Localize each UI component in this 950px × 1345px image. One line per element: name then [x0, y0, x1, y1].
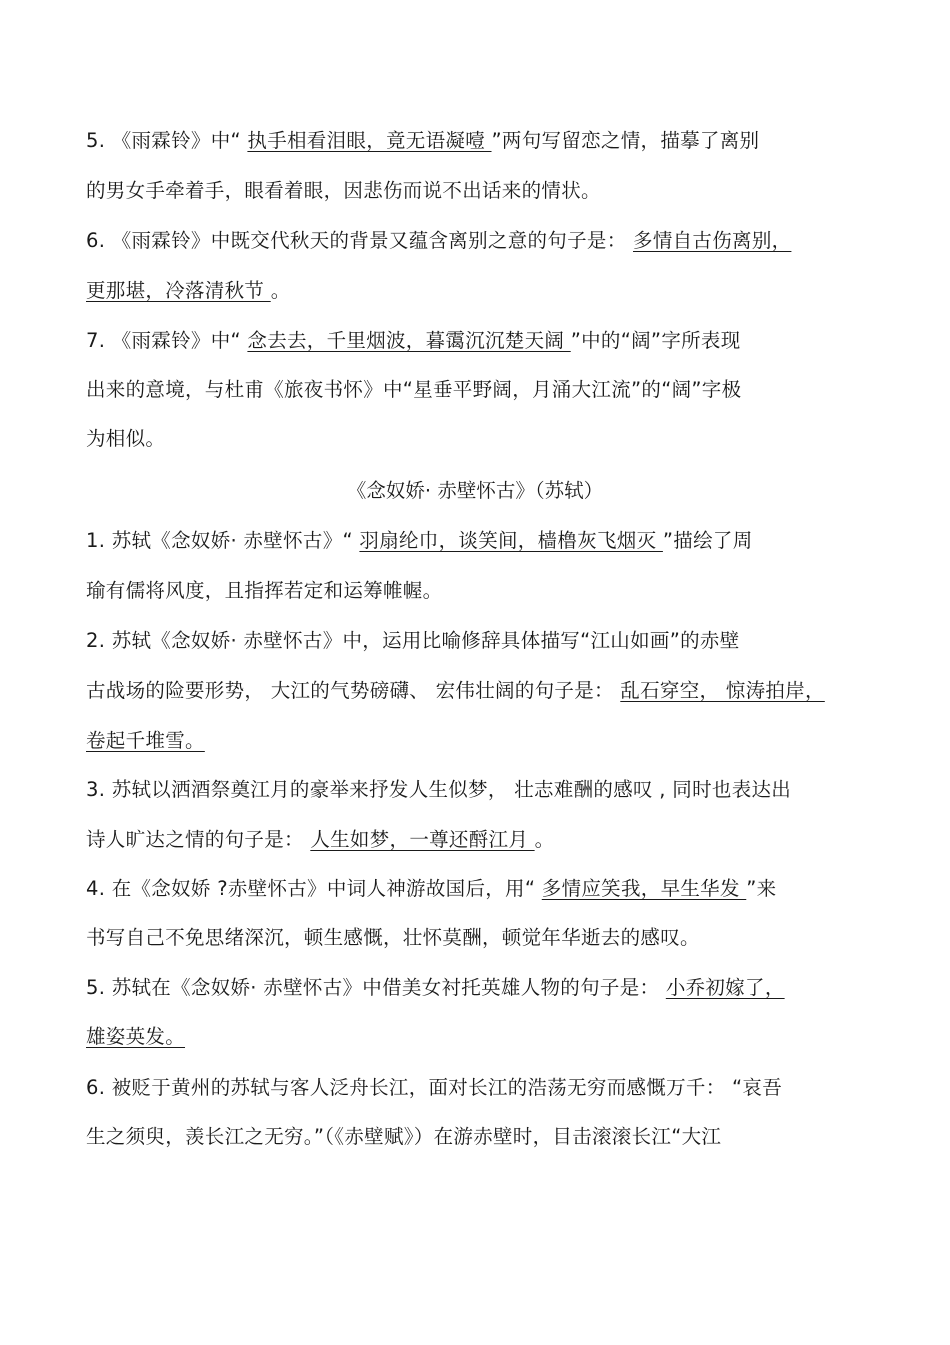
line-text: 3. 苏轼以洒酒祭奠江月的豪举来抒发人生似梦， 壮志难酬的感叹 , 同时也表达出 — [86, 778, 792, 801]
text-line — [86, 228, 791, 254]
line-text: ”描绘了周 — [662, 529, 753, 552]
text-line — [86, 328, 741, 354]
text-line — [86, 128, 759, 154]
answer-text: 小乔初嫁了， — [665, 976, 785, 999]
text-line — [86, 827, 554, 853]
answer-text: 念去去，千里烟波，暮霭沉沉楚天阔 — [247, 329, 571, 352]
line-text: 。 — [270, 279, 291, 302]
line-text: 。 — [534, 828, 555, 851]
line-text: 7. 《雨霖铃》中“ — [86, 329, 248, 352]
text-line — [86, 925, 700, 951]
text-line — [86, 628, 740, 654]
line-text: 6. 《雨霖铃》中既交代秋天的背景又蕴含离别之意的句子是： — [86, 229, 634, 252]
text-line — [86, 975, 785, 1001]
text-line — [86, 1024, 185, 1050]
line-text: 4. 在《念奴娇 ?赤壁怀古》中词人神游故国后，用“ — [86, 877, 542, 900]
answer-text: 执手相看泪眼，竟无语凝噎 — [247, 129, 492, 152]
text-line — [86, 528, 753, 554]
text-line — [86, 876, 776, 902]
line-text: 1. 苏轼《念奴娇· 赤壁怀古》“ — [86, 529, 360, 552]
text-line — [86, 178, 601, 204]
answer-text: 雄姿英发。 — [86, 1025, 186, 1048]
text-line — [86, 1075, 782, 1101]
line-text: 5. 苏轼在《念奴娇· 赤壁怀古》中借美女衬托英雄人物的句子是： — [86, 976, 666, 999]
line-text: 5. 《雨霖铃》中“ — [86, 129, 248, 152]
text-line — [86, 1124, 721, 1150]
text-line — [86, 678, 825, 704]
line-text: ”中的“阔”字所表现 — [570, 329, 741, 352]
section-title: 《念奴娇· 赤壁怀古》（苏轼） — [346, 479, 604, 502]
line-text: 生之须臾，羡长江之无穷。”（《赤壁赋》）在游赤壁时，目击滚滚长江“大江 — [86, 1125, 722, 1148]
text-line — [86, 777, 791, 803]
text-line — [86, 426, 165, 452]
line-text: 瑜有儒将风度，且指挥若定和运筹帷幄。 — [86, 579, 443, 602]
text-line — [86, 578, 442, 604]
line-text: 2. 苏轼《念奴娇· 赤壁怀古》中，运用比喻修辞具体描写“江山如画”的赤壁 — [86, 629, 740, 652]
answer-text: 多情应笑我，早生华发 — [541, 877, 747, 900]
line-text: ”两句写留恋之情，描摹了离别 — [491, 129, 760, 152]
line-text: 诗人旷达之情的句子是： — [86, 828, 311, 851]
answer-text: 人生如梦，一尊还酹江月 — [310, 828, 535, 851]
line-text: ”来 — [746, 877, 777, 900]
text-line — [86, 278, 291, 304]
line-text: 古战场的险要形势， 大江的气势磅礴、 宏伟壮阔的句子是： — [86, 679, 621, 702]
text-line — [86, 728, 205, 754]
line-text: 为相似。 — [86, 427, 166, 450]
answer-text: 卷起千堆雪。 — [86, 729, 205, 752]
line-text: 出来的意境，与杜甫《旅夜书怀》中“星垂平野阔，月涌大江流”的“阔”字极 — [86, 378, 742, 401]
text-line — [86, 377, 741, 403]
line-text: 6. 被贬于黄州的苏轼与客人泛舟长江，面对长江的浩荡无穷而感慨万千： “哀吾 — [86, 1076, 783, 1099]
line-text: 书写自己不免思绪深沉，顿生感慨，壮怀莫酬，顿觉年华逝去的感叹。 — [86, 926, 700, 949]
answer-text: 更那堪，冷落清秋节 — [86, 279, 271, 302]
line-text: 的男女手牵着手，眼看着眼，因悲伤而说不出话来的情状。 — [86, 179, 601, 202]
answer-text: 乱石穿空， 惊涛拍岸， — [620, 679, 825, 702]
answer-text: 多情自古伤离别， — [633, 229, 792, 252]
answer-text: 羽扇纶巾，谈笑间，樯橹灰飞烟灭 — [359, 529, 663, 552]
